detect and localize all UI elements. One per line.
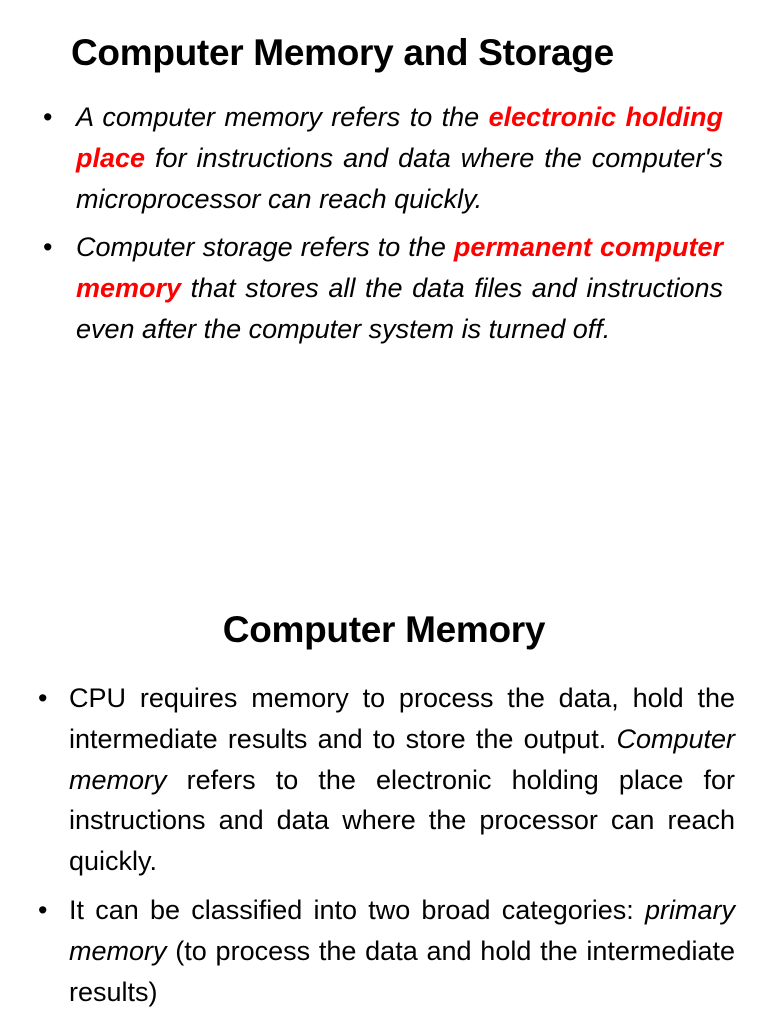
- slide-title: Computer Memory: [222, 609, 546, 650]
- slide-computer-memory: [0, 560, 768, 1024]
- bullet-list: [38, 678, 735, 1020]
- bullet-text: It can be classified into two broad categories:: [69, 894, 645, 925]
- slide-title: Computer Memory and Storage: [71, 32, 614, 73]
- bullet-icon: •: [38, 894, 48, 925]
- italic-term: primary memory: [69, 894, 735, 966]
- bullet-text: CPU requires memory to process the data, hold the intermediate results and to store the output.: [69, 683, 735, 754]
- bullet-icon: •: [38, 683, 48, 713]
- bullet-icon: •: [43, 102, 53, 132]
- list-item: [43, 227, 723, 349]
- bullet-text: that stores all the data files and instructions even after the computer system is turned off.: [76, 273, 723, 344]
- bullet-list: [43, 97, 723, 358]
- italic-term: Computer memory: [69, 723, 735, 795]
- bullet-icon: •: [43, 232, 53, 263]
- highlight-term: electronic holding place: [76, 102, 723, 173]
- list-item: [38, 678, 735, 882]
- highlight-term: permanent computer memory: [76, 232, 723, 304]
- bullet-text: for instructions and data where the computer's microprocessor can reach quickly.: [76, 142, 723, 214]
- bullet-text: refers to the electronic holding place for instructions and data where the processor can reach quickly.: [69, 764, 735, 877]
- bullet-text: (to process the data and hold the intermediate results): [69, 935, 735, 1007]
- list-item: [43, 97, 723, 219]
- list-item: [38, 890, 735, 1012]
- bullet-text: A computer memory refers to the: [76, 102, 489, 132]
- bullet-text: Computer storage refers to the: [76, 232, 454, 263]
